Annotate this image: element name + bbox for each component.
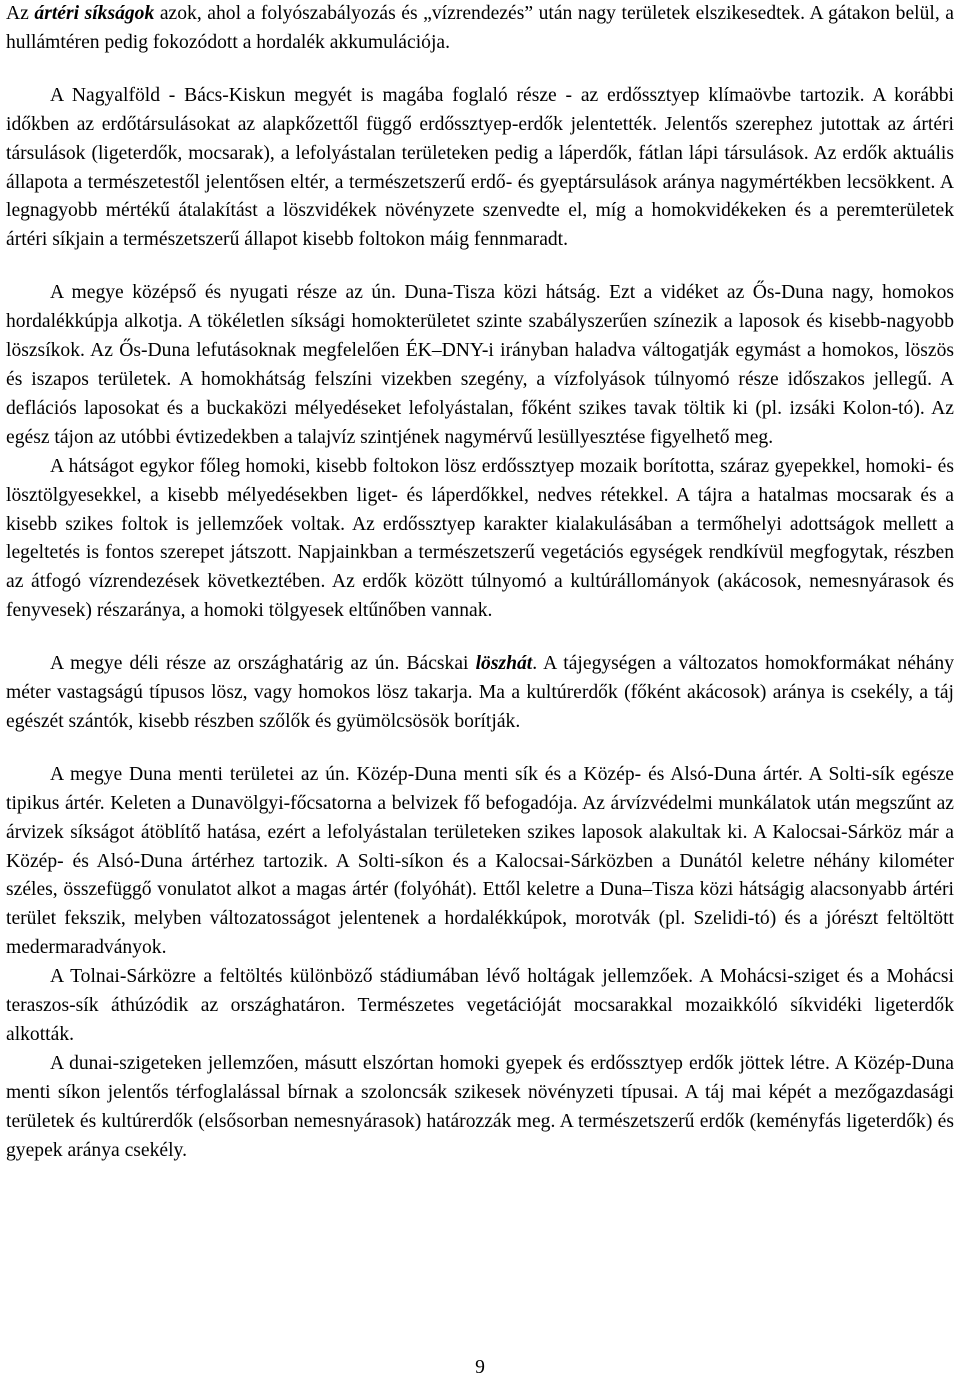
paragraph-8 (6, 1050, 954, 1166)
paragraph-text: A megye déli része az országhatárig az ún. Bácskai (50, 653, 476, 675)
paragraph-gap (6, 58, 954, 82)
page-number: 9 (475, 1357, 485, 1378)
document-body (6, 0, 954, 1166)
paragraph-text: Az (6, 3, 35, 24)
paragraph-3 (6, 279, 954, 452)
paragraph-4 (6, 453, 954, 626)
paragraph-5 (6, 650, 954, 737)
paragraph-gap (6, 626, 954, 650)
paragraph-text: A Nagyalföld - Bács-Kiskun megyét is magába foglaló része - az erdőssztyep klímaövbe tartozik. A korábbi időkben az erdőtársulásokat az alapkőzettől függő erdőssztyep-erdők jelentették. Jelentős szerephez jutottak az ártéri társulások (ligeterdők, mocsarak), a lefolyástalan területeken pedig a láperdők, fátlan lápi társulások. Az erdők aktuális állapota a természetestől jelentősen eltér, a természetszerű erdő- és gyeptársulások aránya nagymértékben lecsökkent. A legnagyobb mértékű átalakítást a löszvidékek növényzete szenvedte el, míg a homokvidékeken és a peremterületek ártéri síkjain a természetszerű állapot kisebb foltokon máig fennmaradt. (6, 84, 954, 251)
paragraph-text: A Tolnai-Sárközre a feltöltés különböző stádiumában lévő holtágak jellemzőek. A Mohácsi-sziget és a Mohácsi teraszos-sík áthúzódik az országhatáron. Természetes vegetációját mocsarakkal mozaikkóló síkvidéki ligeterdők alkották. (6, 966, 954, 1045)
paragraph-text: A megye Duna menti területei az ún. Közép-Duna menti sík és a Közép- és Alsó-Duna ártér. A Solti-sík egésze tipikus ártér. Keleten a Dunavölgyi-főcsatorna a belvizek fő befogadója. Az árvízvédelmi munkálatok után megszűnt az árvizek síkságot átöblítő hatása, ezért a lefolyástalan területeken szikes laposok alakultak ki. A Kalocsai-Sárköz már a Közép- és Alsó-Duna ártérhez tartozik. A Solti-síkon és a Kalocsai-Sárközben a Dunától keletre néhány kilométer széles, összefüggő vonulatot alkot a magas ártér (folyóhát). Ettől keletre a Duna–Tisza közi hátságig alacsonyabb ártéri terület fekszik, melyben változatosságot jelentenek a hordalékkúpok, morotvák (pl. Szelidi-tó) és a jórészt feltöltött medermaradványok. (6, 763, 954, 959)
emphasized-term: löszhát (475, 653, 533, 675)
paragraph-7 (6, 963, 954, 1050)
paragraph-1 (6, 0, 954, 58)
paragraph-gap (6, 255, 954, 279)
paragraph-6 (6, 761, 954, 963)
paragraph-gap (6, 737, 954, 761)
paragraph-text: A dunai-szigeteken jellemzően, másutt elszórtan homoki gyepek és erdőssztyep erdők jöttek létre. A Közép-Duna menti síkon jelentős térfoglalással bírnak a szoloncsák szikesek növényzeti típusai. A táj mai képét a mezőgazdasági területek és kultúrerdők (elsősorban nemesnyárasok) határozzák meg. A természetszerű erdők (keményfás ligeterdők) és gyepek aránya csekély. (6, 1052, 954, 1161)
paragraph-text: A megye középső és nyugati része az ún. Duna-Tisza közi hátság. Ezt a vidéket az Ős-Duna nagy, homokos hordalékkúpja alkotja. A tökéletlen síksági homokterületet szinte szabályszerűen színezik a laposok és kisebb-nagyobb löszsíkok. Az Ős-Duna lefutásoknak megfelelően ÉK–DNY-i irányban haladva váltogatják egymást a homokos, löszös és iszapos területek. A homokhátság felszíni vizekben szegény, a vízfolyások túlnyomó része időszakos jellegű. A deflációs laposokat és a buckaközi mélyedéseket lefolyástalan, főként szikes tavak töltik ki (pl. izsáki Kolon-tó). Az egész tájon az utóbbi évtizedekben a talajvíz szintjének nagymérvű lesüllyesztése figyelhető meg. (6, 282, 954, 448)
emphasized-term: ártéri síkságok (34, 3, 155, 24)
paragraph-text: A hátságot egykor főleg homoki, kisebb foltokon lösz erdőssztyep mozaik borította, száraz gyepekkel, homoki- és lösztölgyesekkel, a kisebb mélyedésekben liget- és láperdőkkel, nedves rétekkel. A tájra a hatalmas mocsarak és a kisebb szikes foltok is jellemzőek voltak. Az erdőssztyep karakter kialakulásában a termőhelyi adottságok mellett a legeltetés is fontos szerepet játszott. Napjainkban a természetszerű vegetációs egységek rendkívül megfogytak, részben az átfogó vízrendezések következtében. Az erdők között túlnyomó a kultúrállományok (akácosok, nemesnyárasok és fenyvesek) részaránya, a homoki tölgyesek eltűnőben vannak. (6, 455, 954, 622)
paragraph-text: azok, ahol a folyószabályozás és „vízrendezés” után nagy területek elszikesedtek. A gátakon belül, a hullámtéren pedig fokozódott a hordalék akkumulációja. (6, 3, 954, 53)
paragraph-2 (6, 82, 954, 255)
paragraph-text: . A tájegységen a változatos homokformákat néhány méter vastagságú típusos lösz, vagy homokos lösz takarja. Ma a kultúrerdők (főként akácosok) aránya is csekély, a táj egészét szántók, kisebb részben szőlők és gyümölcsösök borítják. (6, 653, 954, 732)
